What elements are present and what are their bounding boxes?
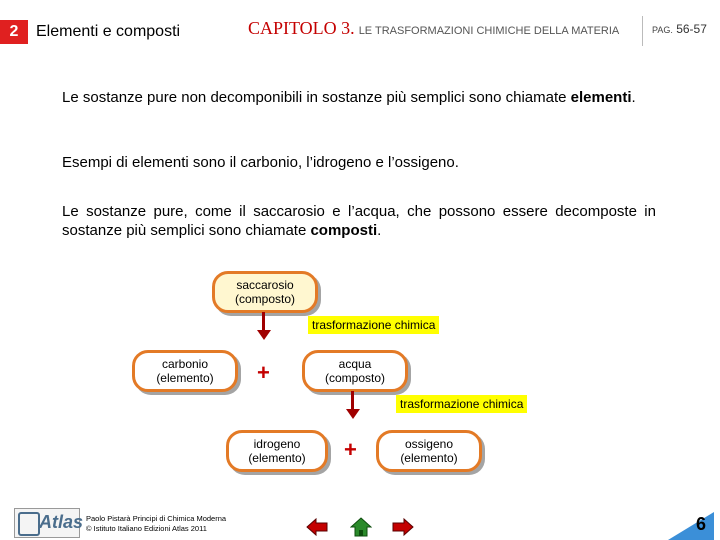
node-ossigeno-name: ossigeno (404, 437, 454, 451)
page-number-badge (648, 512, 714, 540)
page-label: PAG. (652, 25, 673, 35)
arrow-left-icon (306, 517, 328, 537)
prev-page-button[interactable] (306, 517, 328, 537)
page-number: 6 (695, 514, 706, 534)
header (0, 0, 720, 64)
chapter-heading (248, 18, 619, 39)
credit-text (86, 514, 226, 534)
term-composti: composti (310, 222, 378, 239)
atlas-logo-mark-icon (18, 512, 40, 536)
paragraph-definition-compounds (62, 202, 656, 240)
node-saccarosio-type: (composto) (234, 292, 296, 306)
node-carbonio-name: carbonio (161, 357, 209, 371)
header-divider (642, 16, 643, 46)
node-ossigeno (376, 430, 482, 472)
p3-end: . (377, 222, 382, 239)
node-acqua-name: acqua (338, 357, 372, 371)
plus-sign-1: + (257, 360, 270, 385)
paragraph-definition-elements (62, 88, 656, 107)
transformation-label-1: trasformazione chimica (308, 316, 439, 334)
node-carbonio (132, 350, 238, 392)
p1-end: . (631, 89, 636, 106)
plus-sign-2: + (344, 437, 357, 462)
credit-line-2: © Istituto Italiano Edizioni Atlas 2011 (86, 524, 207, 533)
section-number: 2 (0, 20, 28, 44)
paragraph-examples: Esempi di elementi sono il carbonio, l’idrogeno e l’ossigeno. (62, 154, 459, 171)
node-saccarosio-name: saccarosio (236, 278, 294, 292)
page-range: 56-57 (676, 22, 707, 36)
arrow-down-1-head (257, 330, 271, 340)
node-acqua (302, 350, 408, 392)
atlas-logo (14, 508, 84, 538)
node-idrogeno-type: (elemento) (248, 451, 306, 465)
node-saccarosio (212, 271, 318, 313)
transformation-label-2: trasformazione chimica (396, 395, 527, 413)
arrow-down-1-shaft (262, 312, 265, 332)
node-idrogeno (226, 430, 328, 472)
arrow-down-2-head (346, 409, 360, 419)
page-reference (652, 22, 707, 36)
node-idrogeno-name: idrogeno (253, 437, 301, 451)
term-elementi: elementi (570, 89, 632, 106)
chapter-subtitle: LE TRASFORMAZIONI CHIMICHE DELLA MATERIA (358, 25, 620, 37)
atlas-logo-word: Atlas (39, 512, 84, 532)
p1-text: Le sostanze pure non decomponibili in sostanze più semplici sono chiamate (62, 89, 571, 106)
node-ossigeno-type: (elemento) (400, 451, 458, 465)
chapter-number: CAPITOLO 3. (248, 18, 355, 38)
node-carbonio-type: (elemento) (156, 371, 214, 385)
node-acqua-type: (composto) (324, 371, 386, 385)
credit-line-1: Paolo Pistarà Principi di Chimica Moderna (86, 514, 227, 523)
home-icon (350, 517, 372, 537)
arrow-right-icon (392, 517, 414, 537)
home-button[interactable] (350, 517, 372, 537)
next-page-button[interactable] (392, 517, 414, 537)
p3-text: Le sostanze pure, come il saccarosio e l’acqua, che possono essere decomposte in sostanze più semplici sono chiamate (62, 203, 656, 239)
arrow-down-2-shaft (351, 391, 354, 411)
section-title: Elementi e composti (36, 23, 181, 40)
